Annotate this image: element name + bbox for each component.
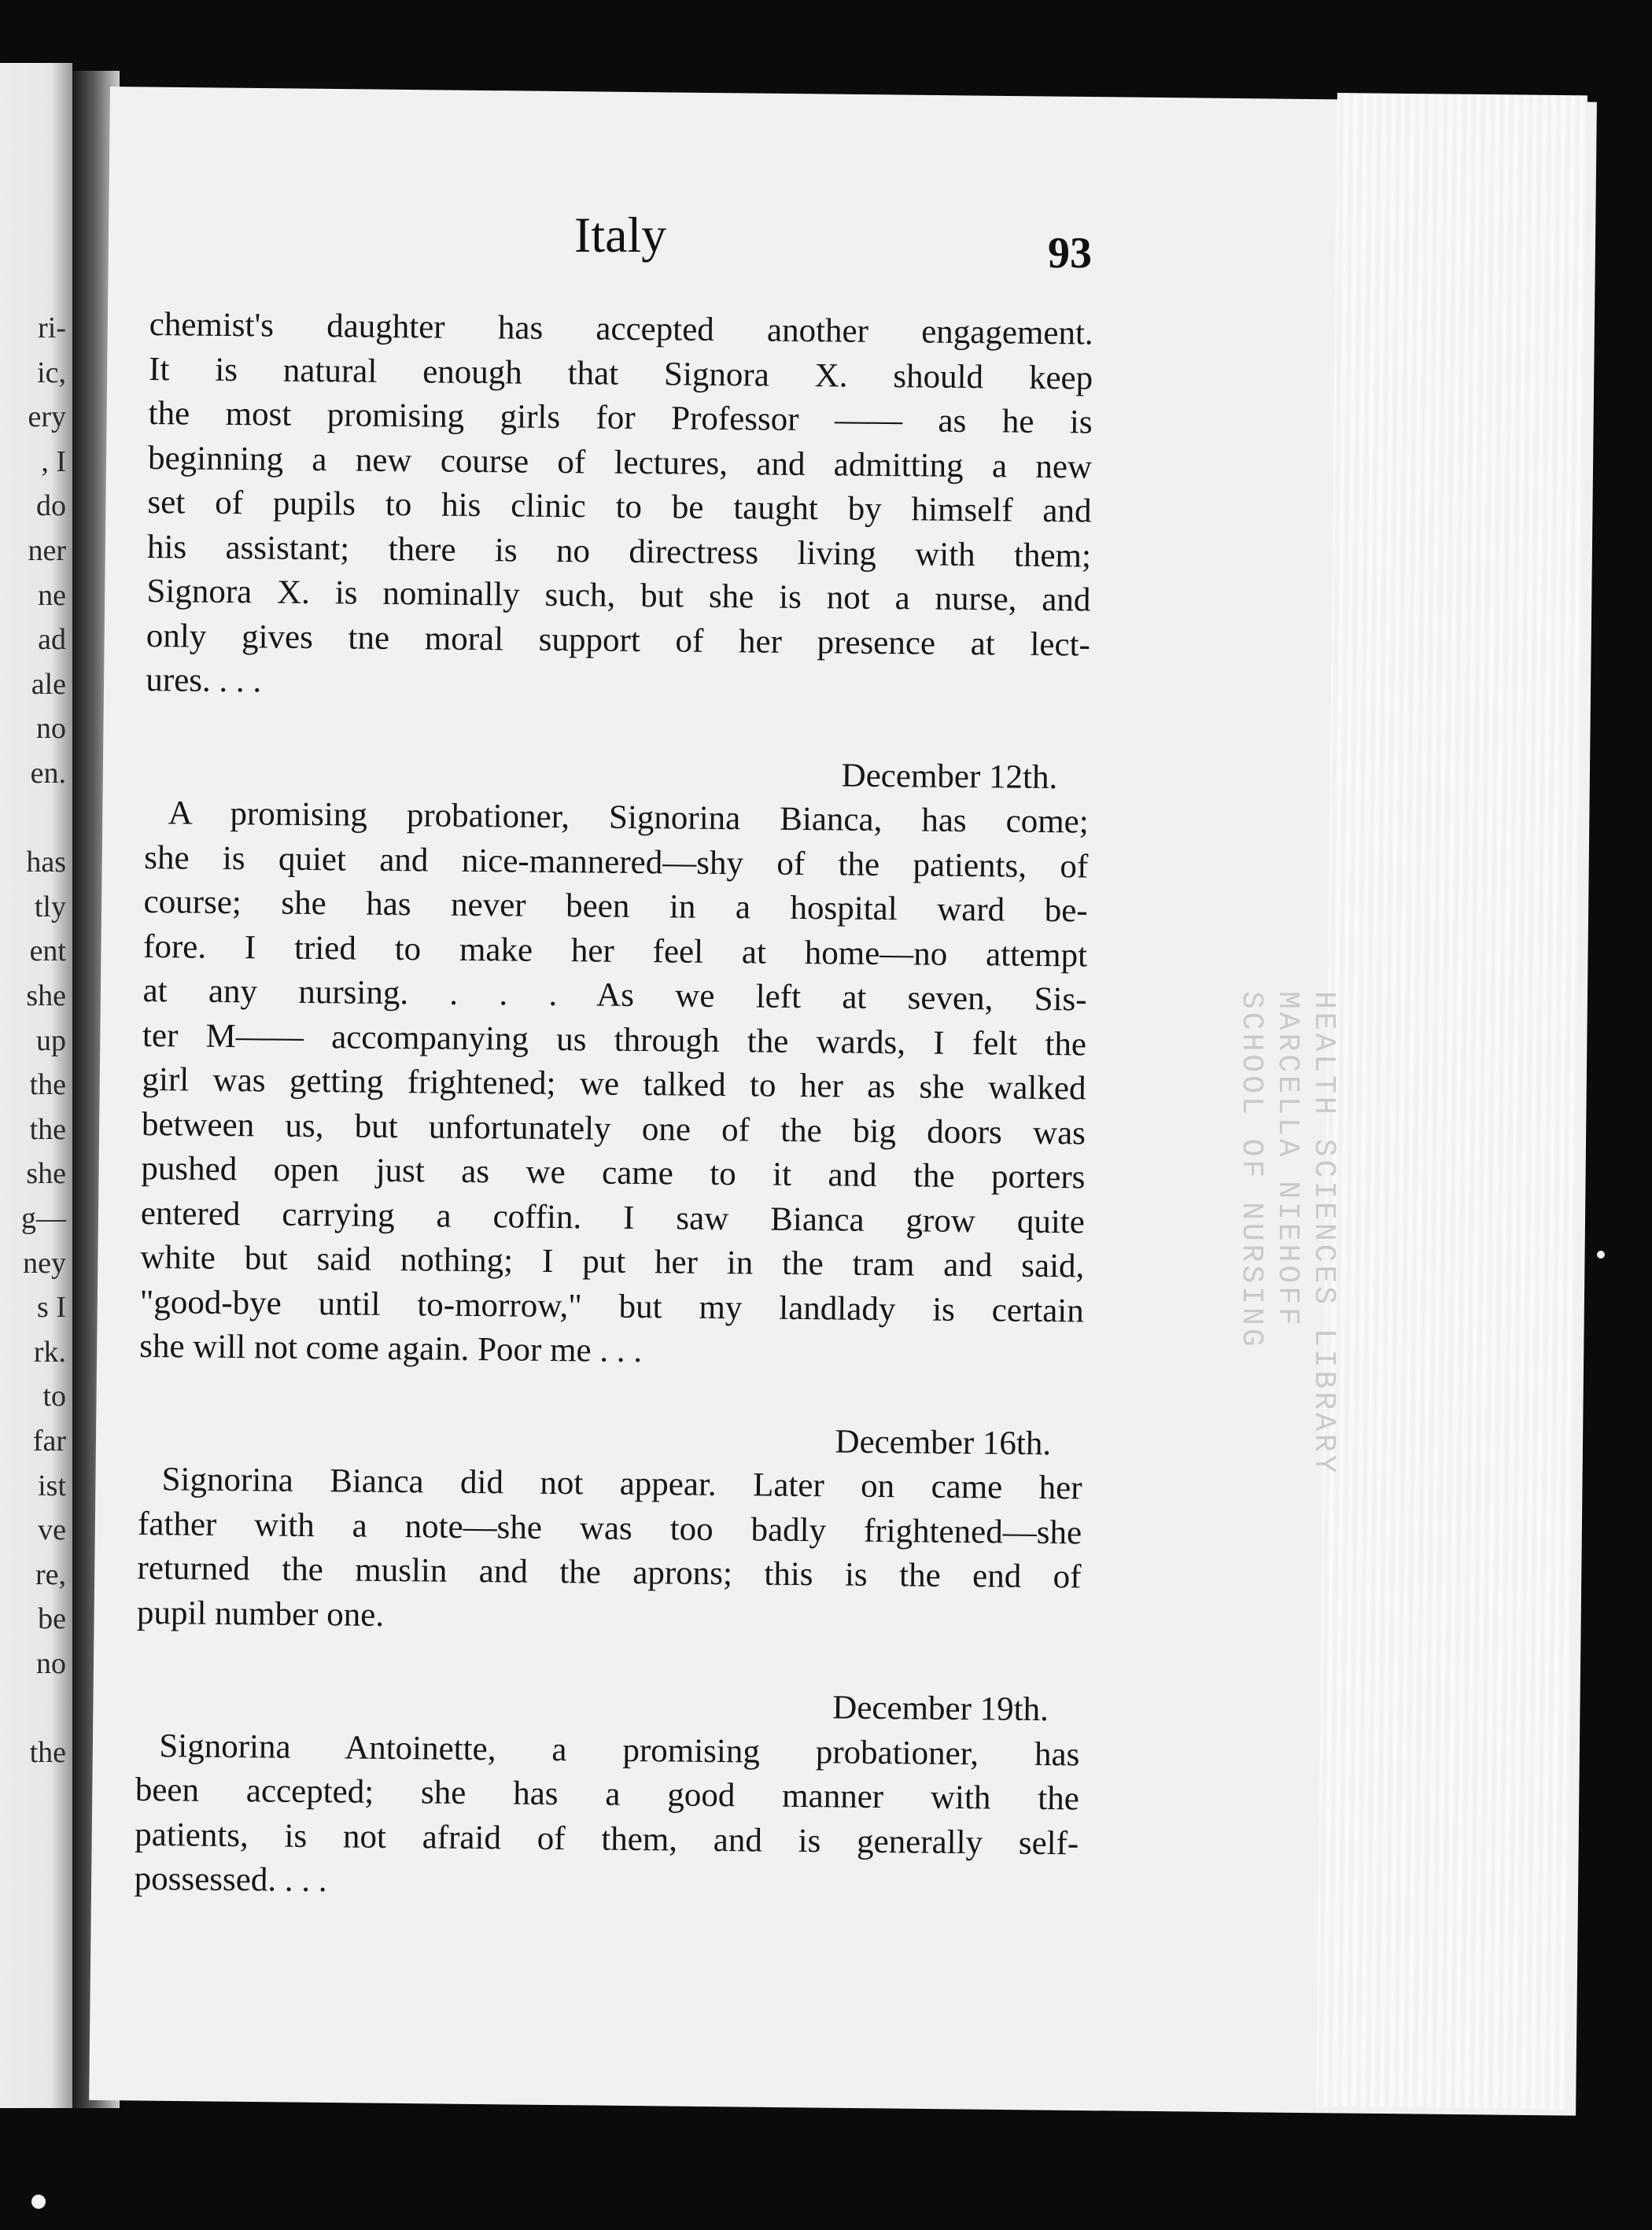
text-line: chemist's daughter has accepted another engagement. — [149, 305, 1093, 352]
text-line: the most promising girls for Professor —— as he is — [148, 394, 1093, 441]
entry-paragraph — [139, 791, 1089, 1378]
text-line: she is quiet and nice-mannered—shy of the patients, of — [144, 839, 1089, 885]
diary-entries — [134, 702, 1090, 1910]
facing-page-fragment: , I — [41, 444, 66, 478]
facing-page-fragment: the — [29, 1112, 66, 1146]
stamp-line: HEALTH SCIENCES LIBRARY — [1307, 991, 1340, 1476]
facing-page-fragment: no — [36, 1647, 66, 1680]
facing-page-fragment: en. — [30, 757, 66, 790]
facing-page-fragment: she — [26, 979, 66, 1012]
text-line: possessed. . . . — [134, 1860, 327, 1900]
text-line: course; she has never been in a hospital ward be- — [143, 883, 1088, 930]
stamp-line: MARCELLA NIEHOFF — [1270, 991, 1304, 1329]
facing-page-fragment: no — [36, 712, 66, 746]
body-text — [134, 303, 1093, 1911]
text-line: set of pupils to his clinic to be taught by himself and — [147, 483, 1092, 530]
text-line: pupil number one. — [136, 1594, 385, 1634]
facing-page-fragment: ale — [31, 667, 66, 701]
text-line: father with a note—she was too badly frightened—she — [137, 1505, 1082, 1551]
text-line: ter M—— accompanying us through the wards, I felt the — [142, 1016, 1087, 1063]
text-line: Signorina Antoinette, a promising probationer, has — [159, 1727, 1080, 1773]
scan-speck — [1597, 1251, 1605, 1259]
text-line: between us, but unfortunately one of the big doors was — [141, 1105, 1086, 1152]
facing-page-fragment: up — [36, 1023, 66, 1057]
facing-page-fragment: ic, — [37, 356, 66, 389]
text-line: entered carrying a coffin. I saw Bianca grow quite — [140, 1194, 1086, 1240]
facing-page-fragment: has — [26, 846, 66, 879]
facing-page-fragment: ery — [28, 400, 66, 434]
facing-page-fragment: be — [38, 1602, 66, 1636]
page-fore-edge — [1316, 93, 1587, 2109]
page-number: 93 — [1048, 229, 1092, 278]
text-line: she will not come again. Poor me . . . — [139, 1327, 643, 1370]
facing-page-fragment: ney — [23, 1246, 66, 1280]
entry-paragraph — [134, 1723, 1079, 1911]
opening-paragraph — [146, 303, 1093, 712]
text-line: his assistant; there is no directress living with them; — [146, 528, 1092, 575]
stamp-line: SCHOOL OF NURSING — [1234, 991, 1268, 1350]
facing-page-fragment: ne — [38, 578, 66, 612]
facing-page-fragment: far — [32, 1425, 66, 1458]
facing-page-fragment: g— — [21, 1202, 66, 1235]
library-stamp — [1233, 991, 1341, 1476]
facing-page-fragment: rk. — [33, 1335, 66, 1369]
facing-page-fragment: ve — [38, 1513, 66, 1547]
text-line: pushed open just as we came to it and the porters — [141, 1149, 1086, 1196]
running-head: Italy — [574, 207, 667, 263]
entry-paragraph — [137, 1458, 1082, 1645]
facing-page-fragment: ri- — [38, 311, 66, 345]
text-line: patients, is not afraid of them, and is generally self- — [135, 1815, 1079, 1862]
text-line: only gives tne moral support of her presence at lect- — [146, 617, 1091, 663]
text-line: fore. I tried to make her feel at home—no attempt — [142, 927, 1088, 974]
facing-page-fragment: s I — [37, 1291, 66, 1325]
text-line: A promising probationer, Signorina Bianca, has come; — [168, 794, 1089, 841]
text-line: been accepted; she has a good manner with the — [135, 1771, 1080, 1818]
text-line: white but said nothing; I put her in the tram and said, — [140, 1238, 1085, 1285]
facing-page-fragment: re, — [35, 1557, 66, 1591]
text-line: returned the muslin and the aprons; this is the end of — [137, 1549, 1082, 1596]
text-line: girl was getting frightened; we talked to her as she walked — [142, 1060, 1086, 1108]
facing-page-fragment: tly — [34, 890, 66, 923]
entry-date: December 12th. — [841, 756, 1058, 796]
scan-speck — [31, 2195, 46, 2209]
facing-page-fragment: ner — [28, 534, 66, 567]
text-line: It is natural enough that Signora X. should keep — [148, 350, 1093, 397]
facing-page-fragment: the — [29, 1068, 66, 1102]
entry-date: December 19th. — [832, 1689, 1049, 1729]
text-line: at any nursing. . . . As we left at seven, Sis- — [142, 971, 1087, 1019]
text-line: Signora X. is nominally such, but she is not a nurse, and — [146, 572, 1091, 619]
text-line: "good-bye until to-morrow," but my landlady is certain — [139, 1283, 1084, 1329]
text-line: beginning a new course of lectures, and admitting a new — [147, 439, 1093, 486]
facing-page-fragment: ent — [29, 934, 66, 968]
text-line: Signorina Bianca did not appear. Later on came her — [161, 1461, 1082, 1507]
entry-date: December 16th. — [835, 1422, 1052, 1462]
facing-page-fragment: do — [36, 489, 66, 523]
facing-page-fragment: ad — [38, 623, 66, 657]
text-line: ures. . . . — [146, 661, 262, 700]
facing-page-fragment: to — [42, 1380, 66, 1414]
facing-page-fragment: ist — [38, 1469, 66, 1502]
facing-page-fragment: she — [26, 1157, 66, 1191]
facing-page-fragment: the — [29, 1736, 66, 1770]
